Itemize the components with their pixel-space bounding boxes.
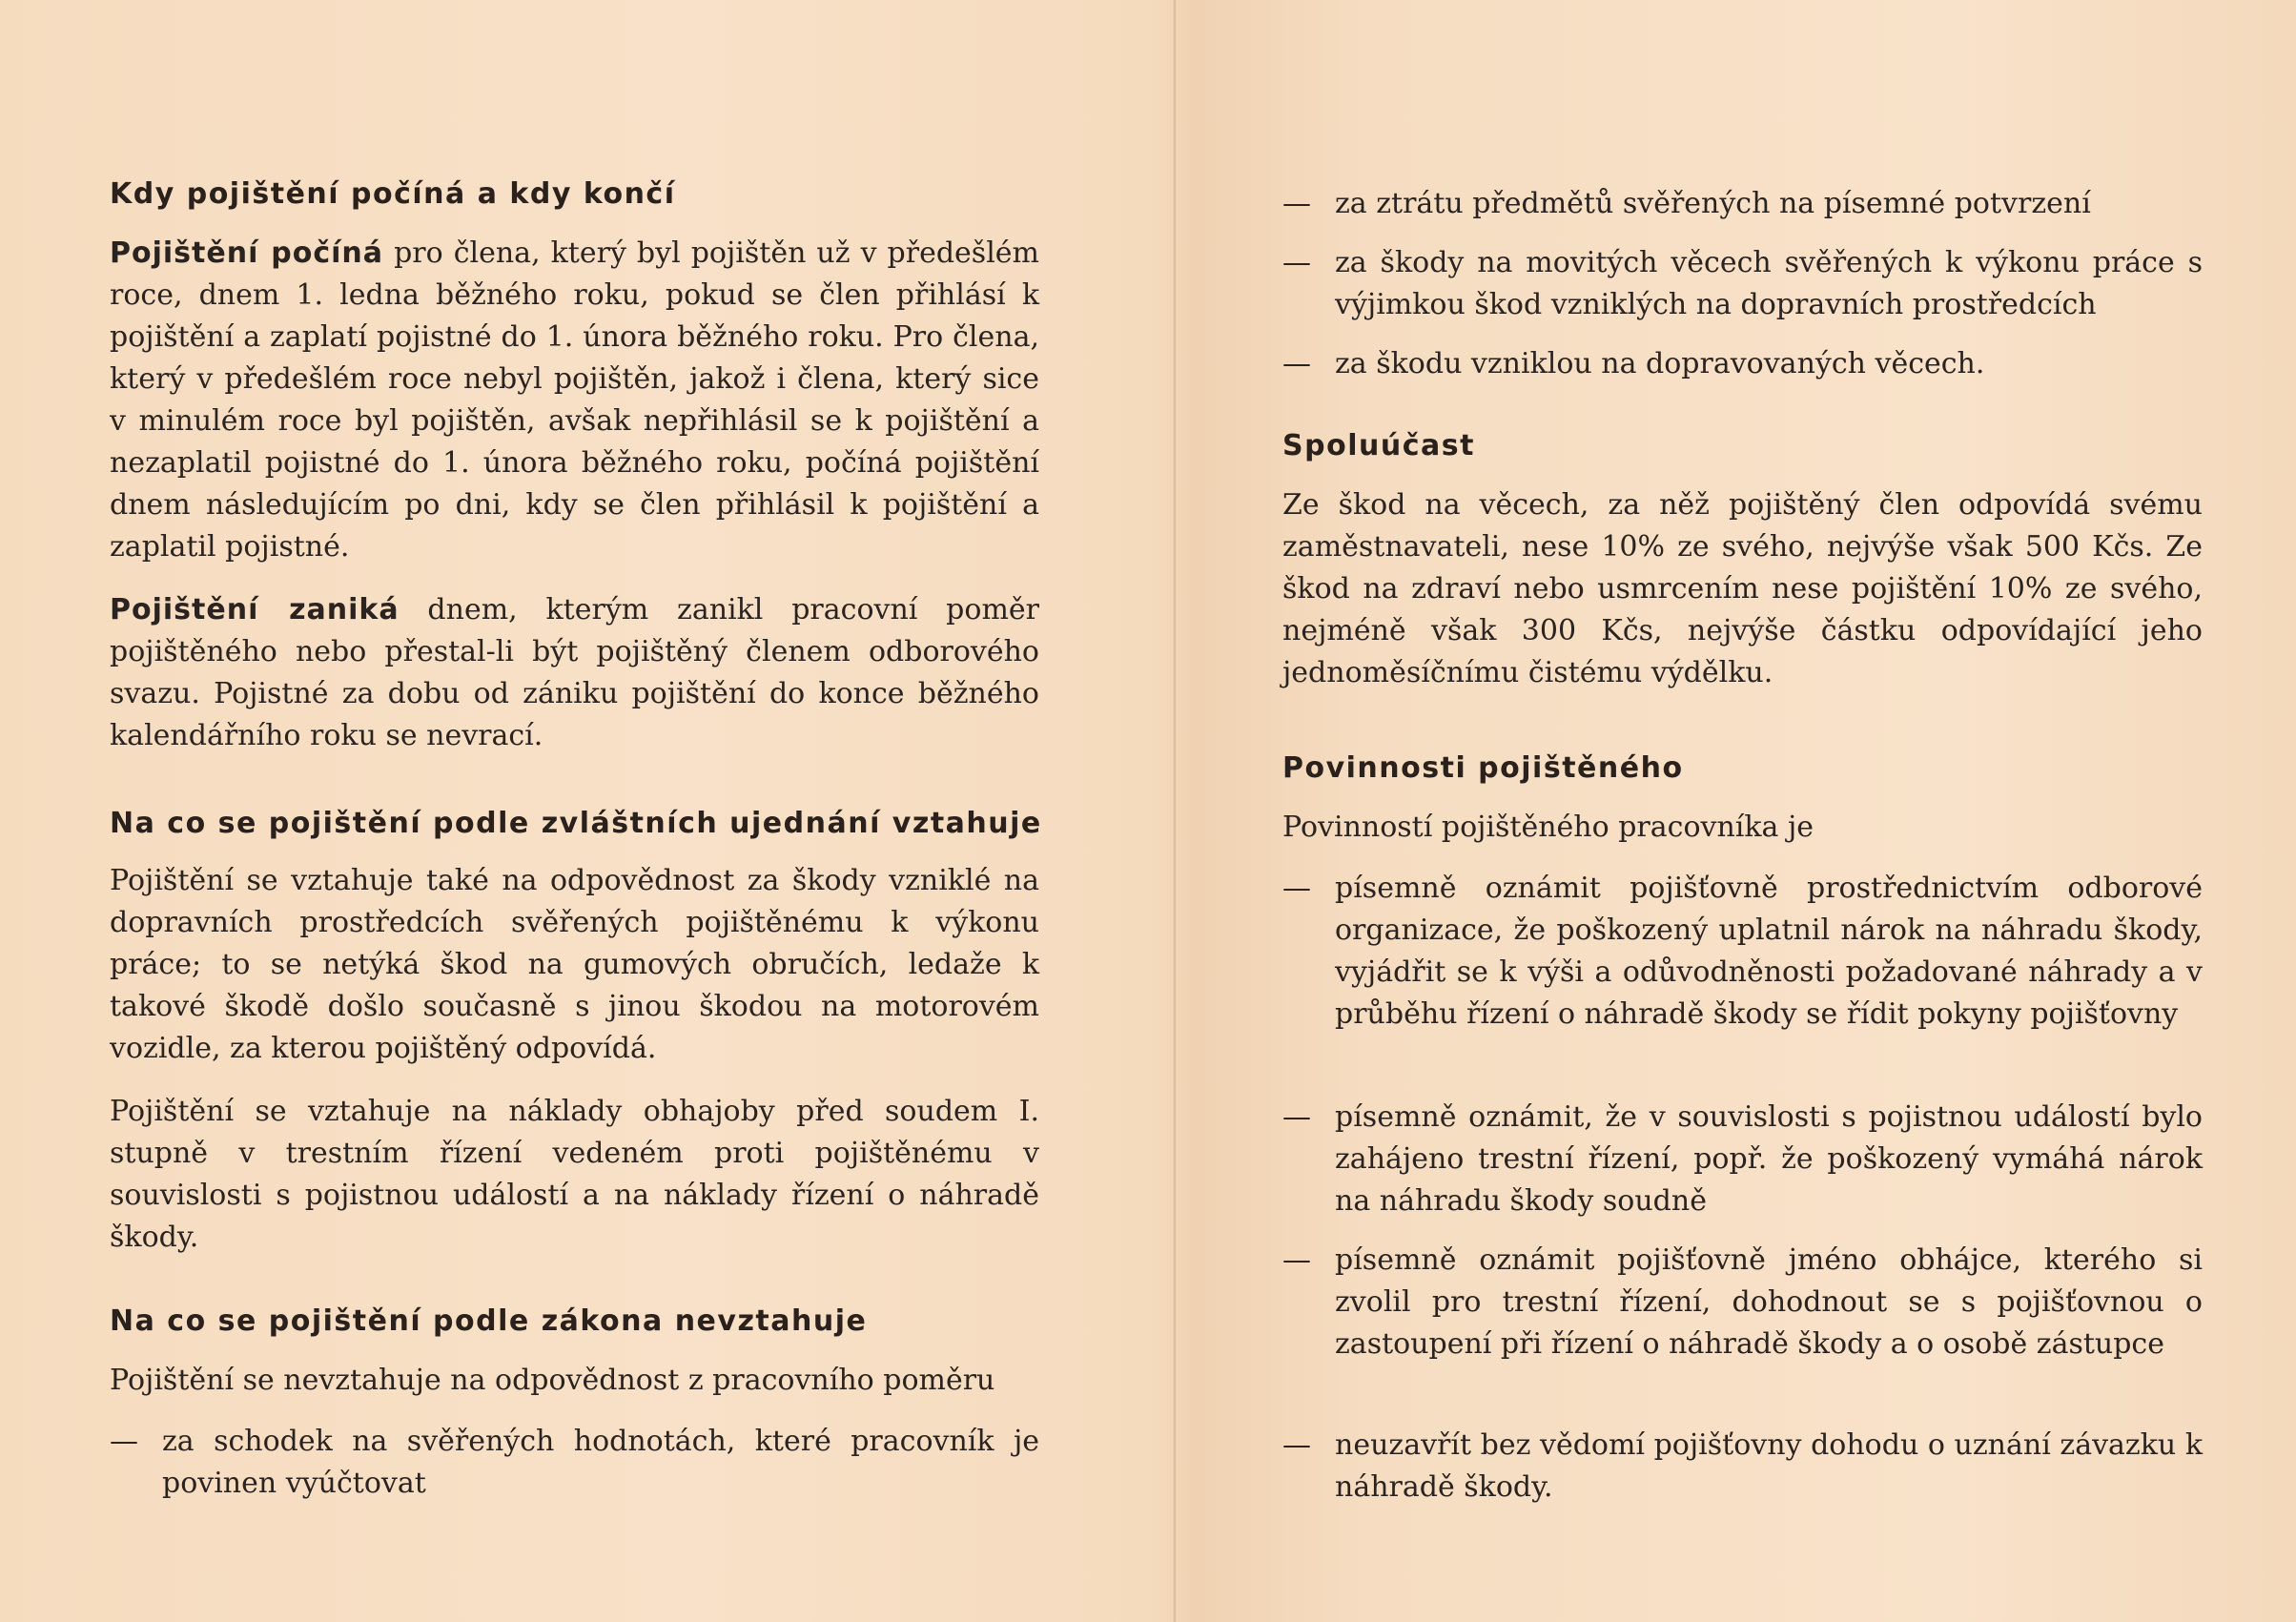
paragraph-end: [110, 589, 1039, 757]
list-item-text: písemně oznámit pojišťovně prostřednictvím odborové organizace, že poškozený uplatnil nárok na náhradu škody, vyjádřit se k výši a odůvodněnosti požadované náhrady a v průběhu řízení o náhradě škody se řídit pokyny pojišťovny: [1335, 872, 2203, 1031]
paragraph-start-lead: Pojištění počíná: [110, 236, 384, 270]
list-item: [1282, 343, 2203, 385]
list-item: [1282, 242, 2203, 326]
dash-bullet: —: [1282, 1243, 1311, 1277]
paragraph-start: [110, 233, 1039, 568]
paragraph-end-lead: Pojištění zaniká: [110, 593, 400, 626]
heading-special-agreements: Na co se pojištění podle zvláštních ujednání vztahuje: [110, 807, 1042, 840]
list-item-text: neuzavřít bez vědomí pojišťovny dohodu o uznání závazku k náhradě škody.: [1335, 1428, 2203, 1504]
paragraph-start-text: pro člena, který byl pojištěn už v předešlém roce, dnem 1. ledna běžného roku, pokud se člen přihlásí k pojištění a zaplatí pojistné do 1. února běžného roku. Pro člena, který v předešlém roce nebyl pojištěn, jakož i člena, který sice v minulém roce byl pojištěn, avšak nepřihlásil se k pojištění a nezaplatil pojistné do 1. února běžného roku, počíná pojištění dnem následujícím po dni, kdy se člen přihlásil k pojištění a zaplatil pojistné.: [110, 236, 1040, 564]
list-item: [1282, 1097, 2203, 1222]
list-item-text: za schodek na svěřených hodnotách, které pracovník je povinen vyúčtovat: [162, 1425, 1039, 1500]
paragraph-coinsurance: Ze škod na věcech, za něž pojištěný člen odpovídá svému zaměstnavateli, nese 10% ze svého, nejvýše však 500 Kčs. Ze škod na zdraví nebo usmrcením nese pojištění 10% ze svého, nejméně však 300 Kčs, nejvýše částku odpovídající jeho jednoměsíčnímu čistému výdělku.: [1282, 488, 2203, 689]
list-item: [1282, 1240, 2203, 1365]
list-item: [110, 1421, 1039, 1505]
paragraph-obligations-intro: Povinností pojištěného pracovníka je: [1282, 811, 1814, 844]
dash-bullet: —: [1282, 187, 1311, 220]
list-item: [1282, 1425, 2203, 1509]
list-item-text: za ztrátu předmětů svěřených na písemné potvrzení: [1335, 187, 2091, 220]
list-item: [1282, 183, 2203, 225]
dash-bullet: —: [1282, 246, 1311, 279]
heading-exclusions: Na co se pojištění podle zákona nevztahuje: [110, 1304, 868, 1338]
heading-coinsurance: Spoluúčast: [1282, 429, 1475, 462]
list-item-text: za škody na movitých věcech svěřených k výkonu práce s výjimkou škod vzniklých na dopravních prostředcích: [1335, 246, 2203, 321]
page-fold: [1173, 0, 1177, 1622]
dash-bullet: —: [1282, 347, 1311, 380]
list-item-text: písemně oznámit, že v souvislosti s pojistnou událostí bylo zahájeno trestní řízení, popř. že poškozený vymáhá nárok na náhradu škody soudně: [1335, 1100, 2203, 1218]
dash-bullet: —: [1282, 1428, 1311, 1462]
paragraph-defense-costs: Pojištění se vztahuje na náklady obhajoby před soudem I. stupně v trestním řízení vedeném proti pojištěnému v souvislosti s pojistnou událostí a na náklady řízení o náhradě škody.: [110, 1095, 1039, 1254]
dash-bullet: —: [1282, 872, 1311, 905]
heading-start-end: Kdy pojištění počíná a kdy končí: [110, 177, 676, 211]
list-item-text: písemně oznámit pojišťovně jméno obhájce, kterého si zvolil pro trestní řízení, dohodnout se s pojišťovnou o zastoupení při řízení o náhradě škody a o osobě zástupce: [1335, 1243, 2203, 1361]
paragraph-end-text: dnem, kterým zanikl pracovní poměr pojištěného nebo přestal-li být pojištěný členem odborového svazu. Pojistné za dobu od zániku pojištění do konce běžného kalendářního roku se nevrací.: [110, 593, 1039, 752]
heading-obligations: Povinnosti pojištěného: [1282, 751, 1684, 785]
list-item: [1282, 868, 2203, 1036]
paragraph-vehicles: Pojištění se vztahuje také na odpovědnost za škody vzniklé na dopravních prostředcích svěřených pojištěnému k výkonu práce; to se netýká škod na gumových obručích, ledaže k takové škodě došlo současně s jinou škodou na motorovém vozidle, za kterou pojištěný odpovídá.: [110, 864, 1039, 1065]
dash-bullet: —: [110, 1425, 138, 1458]
dash-bullet: —: [1282, 1100, 1311, 1134]
paragraph-exclusions-intro: Pojištění se nevztahuje na odpovědnost z pracovního poměru: [110, 1364, 995, 1397]
list-item-text: za škodu vzniklou na dopravovaných věcech.: [1335, 347, 1985, 380]
